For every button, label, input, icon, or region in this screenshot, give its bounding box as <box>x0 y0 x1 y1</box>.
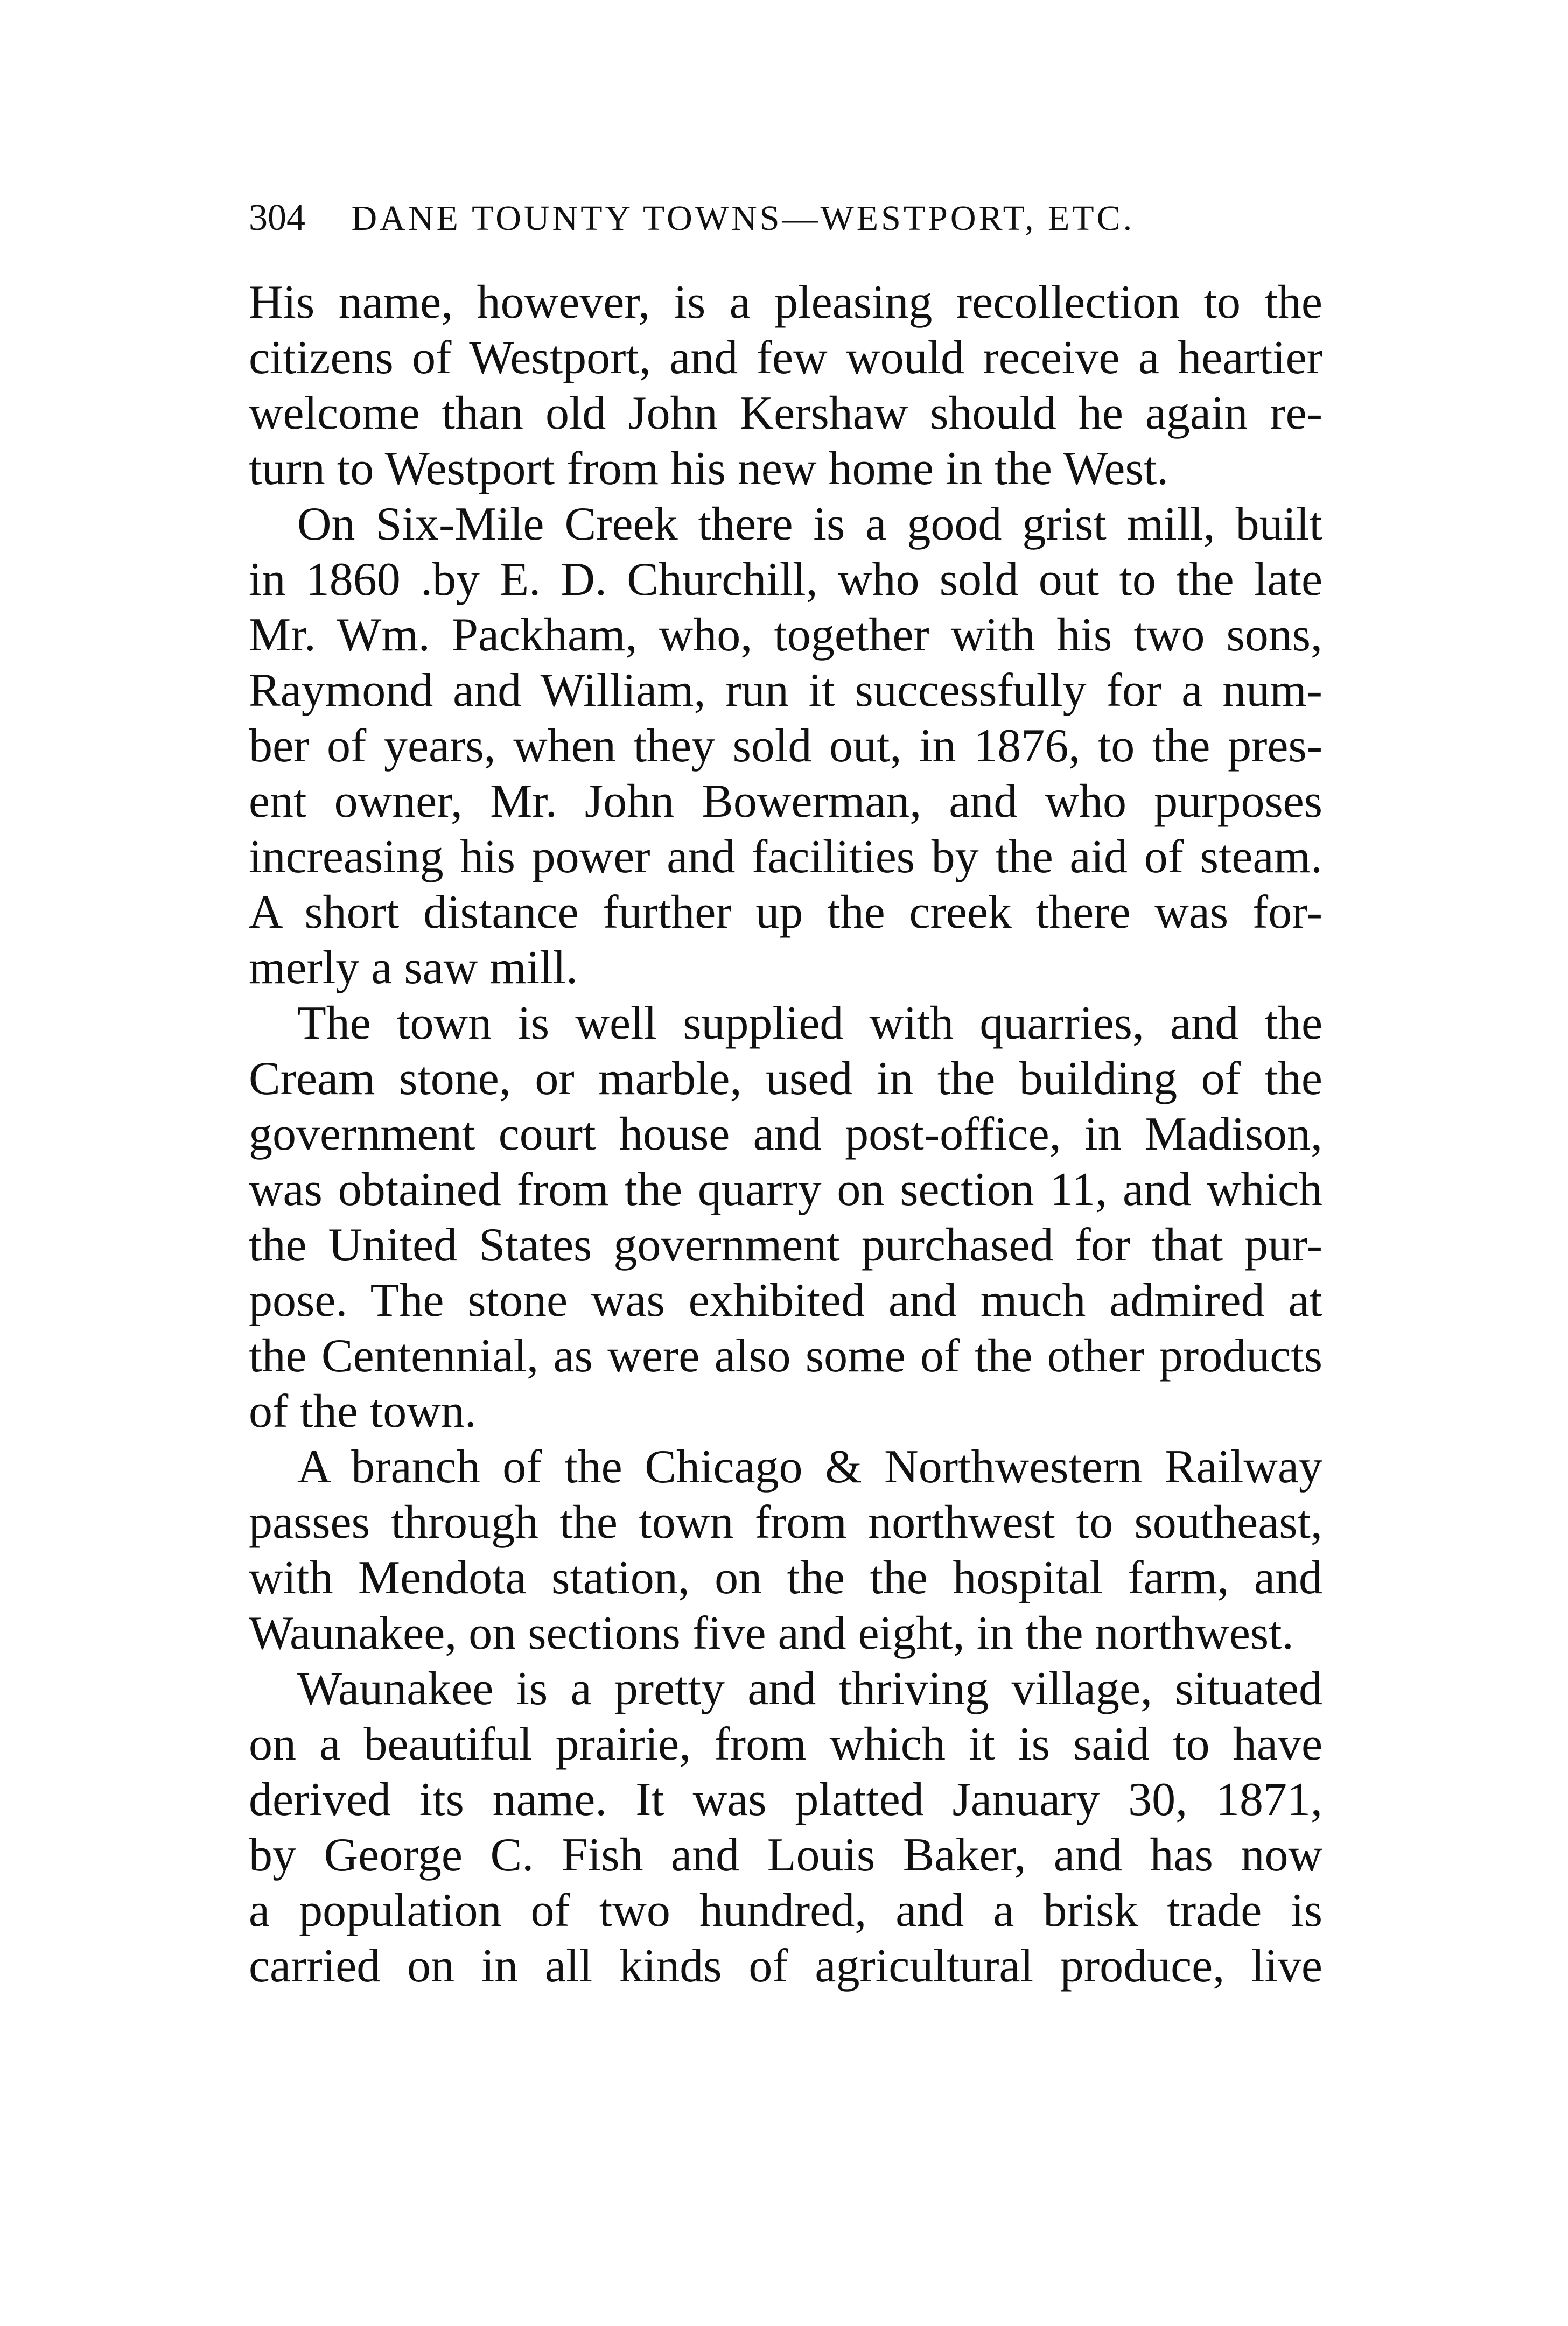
text-line: A short distance further up the creek there was for- <box>249 886 1322 938</box>
text-line: a population of two hundred, and a brisk trade is <box>249 1884 1322 1937</box>
text-line: Cream stone, or marble, used in the building of the <box>249 1053 1322 1105</box>
text-line: by George C. Fish and Louis Baker, and has now <box>249 1829 1322 1881</box>
text-line: Raymond and William, run it successfully for a num- <box>249 664 1322 717</box>
text-line: On Six-Mile Creek there is a good grist mill, built <box>297 498 1322 550</box>
text-line: was obtained from the quarry on section 11, and which <box>249 1164 1322 1216</box>
text-line: the Centennial, as were also some of the other products <box>249 1330 1322 1382</box>
text-line: on a beautiful prairie, from which it is said to have <box>249 1718 1322 1770</box>
text-line: His name, however, is a pleasing recollection to the <box>249 276 1322 328</box>
text-line: ber of years, when they sold out, in 1876, to the pres- <box>249 720 1322 772</box>
text-line: increasing his power and facilities by the aid of steam. <box>249 831 1322 883</box>
text-line: in 1860 .by E. D. Churchill, who sold out to the late <box>249 554 1322 606</box>
page-number: 304 <box>249 197 305 239</box>
text-line: welcome than old John Kershaw should he again re- <box>249 387 1322 439</box>
text-line: passes through the town from northwest to southeast, <box>249 1496 1322 1549</box>
text-line: The town is well supplied with quarries, and the <box>297 997 1322 1049</box>
text-line: citizens of Westport, and few would receive a heartier <box>249 332 1322 384</box>
text-line: of the town. <box>249 1385 477 1438</box>
text-line: government court house and post-office, in Madison, <box>249 1108 1322 1160</box>
text-line: ent owner, Mr. John Bowerman, and who purposes <box>249 775 1322 828</box>
text-line: with Mendota station, on the the hospital farm, and <box>249 1552 1322 1604</box>
text-line: carried on in all kinds of agricultural produce, live <box>249 1940 1322 1992</box>
running-head <box>249 188 1326 248</box>
text-line: Waunakee, on sections five and eight, in the northwest. <box>249 1607 1294 1659</box>
text-line: the United States government purchased for that pur- <box>249 1219 1322 1271</box>
text-line: Mr. Wm. Packham, who, together with his two sons, <box>249 609 1322 661</box>
text-line: turn to Westport from his new home in the West. <box>249 443 1169 495</box>
running-title: DANE TOUNTY TOWNS—WESTPORT, ETC. <box>351 199 1135 238</box>
text-line: A branch of the Chicago & Northwestern Railway <box>297 1441 1322 1493</box>
text-line: derived its name. It was platted January 30, 1871, <box>249 1774 1322 1826</box>
text-line: merly a saw mill. <box>249 942 578 994</box>
text-line: pose. The stone was exhibited and much admired at <box>249 1274 1322 1327</box>
text-line: Waunakee is a pretty and thriving village, situated <box>297 1663 1322 1715</box>
